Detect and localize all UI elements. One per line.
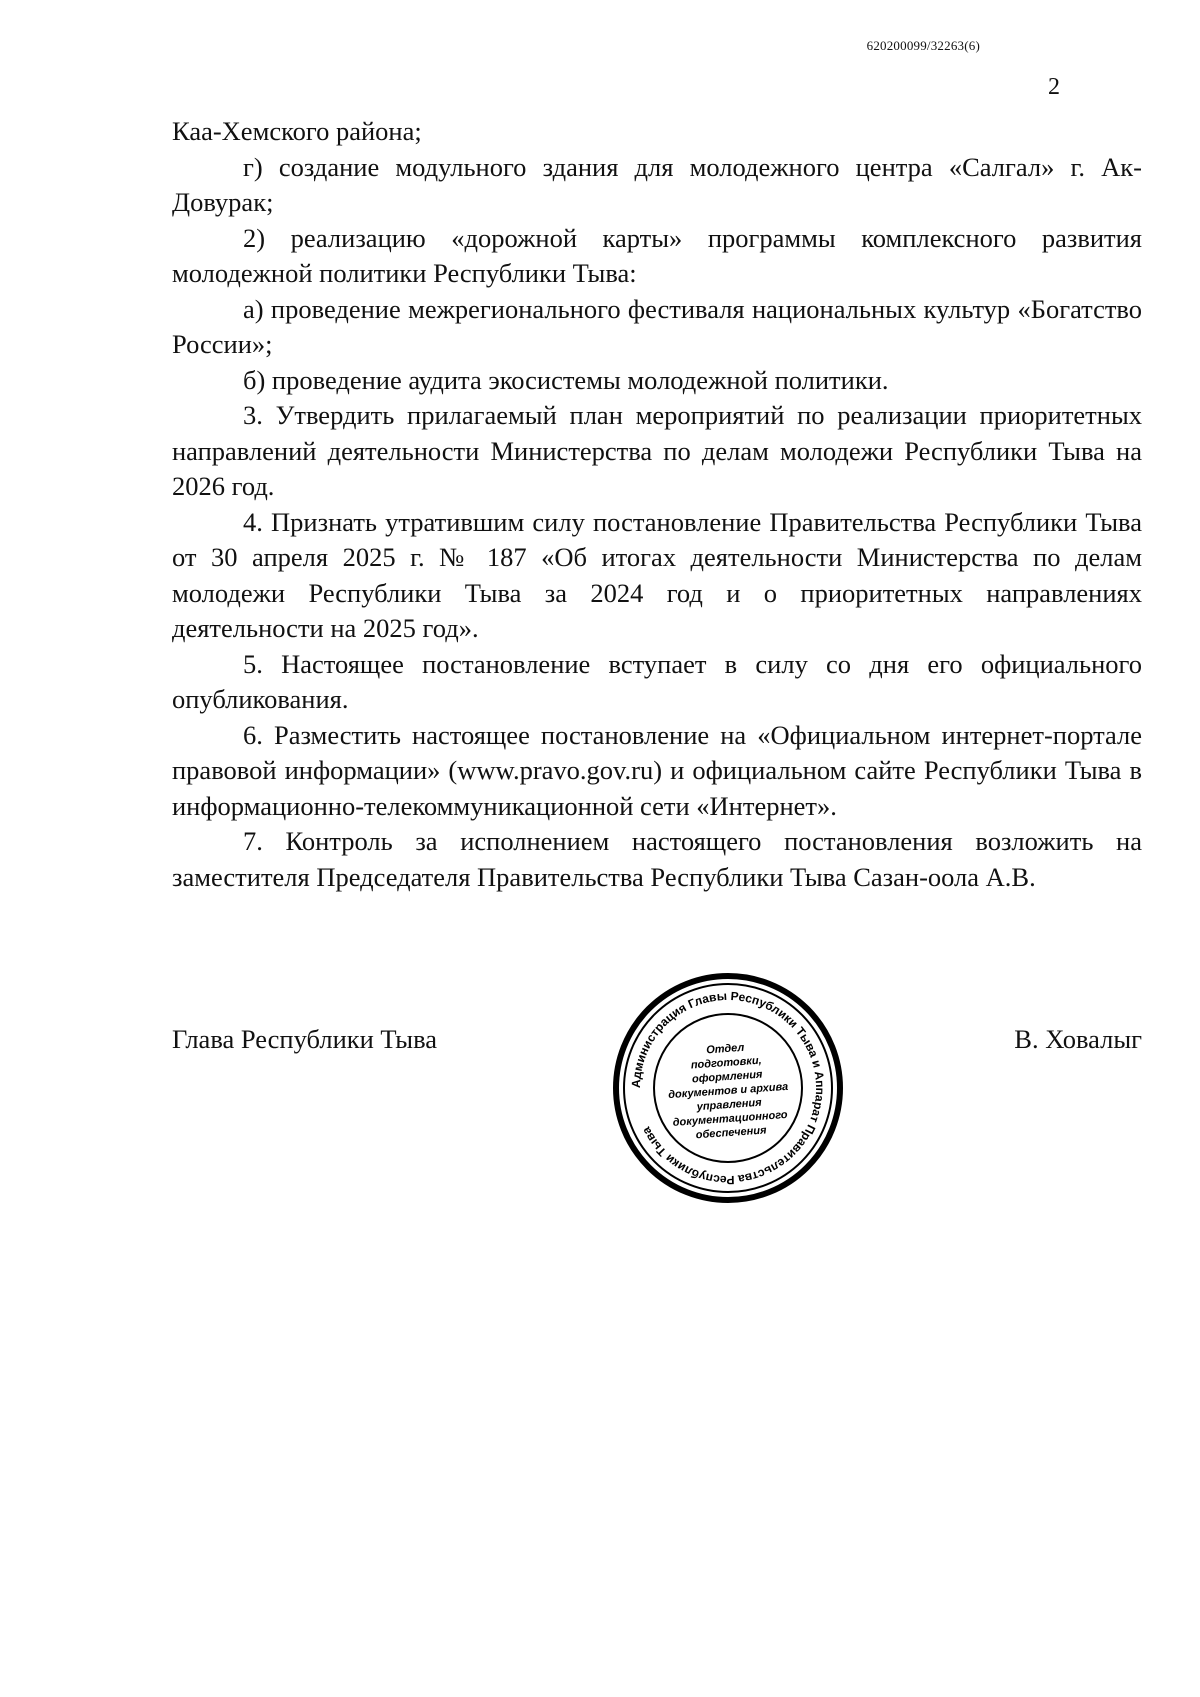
stamp-line: подготовки, xyxy=(690,1054,763,1072)
signatory-position: Глава Республики Тыва xyxy=(172,1024,438,1054)
stamp-line: Отдел xyxy=(705,1041,745,1057)
stamp-line: документов и архива xyxy=(667,1080,789,1102)
stamp-line: документационного xyxy=(672,1108,788,1129)
stamp-graphic xyxy=(612,972,844,1204)
page-number: 2 xyxy=(1048,74,1060,100)
paragraph: 2) реализацию «дорожной карты» программы комплексного развития молодежной политики Республики Тыва: xyxy=(172,222,1142,288)
document-body xyxy=(172,114,1142,895)
paragraph: 6. Разместить настоящее постановление на «Официальном интернет-портале правовой информации» (www.pravo.gov.ru) и официальном сайте Республики Тыва в информационно-телекоммуникационной сети «Интернет». xyxy=(172,719,1142,821)
stamp-ring-text: Администрация Главы Республики Тыва и Аппарат Правительства Республики Тыва xyxy=(628,988,828,1188)
stamp-center-text xyxy=(665,1039,791,1143)
signatory-name: В. Ховалыг xyxy=(1014,1024,1142,1054)
paragraph: а) проведение межрегионального фестиваля национальных культур «Богатство России»; xyxy=(172,293,1142,359)
paragraph: 3. Утвердить прилагаемый план мероприятий по реализации приоритетных направлений деятельности Министерства по делам молодежи Республики Тыва на 2026 год. xyxy=(172,400,1142,501)
document-id: 620200099/32263(6) xyxy=(866,38,980,53)
stamp-line: оформления xyxy=(691,1068,763,1086)
official-stamp xyxy=(612,972,844,1204)
paragraph: 5. Настоящее постановление вступает в силу со дня его официального опубликования. xyxy=(172,648,1142,714)
paragraph: Каа-Хемского района; xyxy=(172,116,422,146)
stamp-line: управления xyxy=(696,1096,763,1114)
paragraph: 4. Признать утратившим силу постановление Правительства Республики Тыва от 30 апреля 2025 г. № 187 «Об итогах деятельности Министерства по делам молодежи Республики Тыва за 2024 год и о приоритетных направлениях деятельности на 2025 год». xyxy=(172,506,1142,643)
stamp-line: обеспечения xyxy=(695,1124,767,1142)
paragraph: 7. Контроль за исполнением настоящего постановления возложить на заместителя Председателя Правительства Республики Тыва Сазан-оола А.В. xyxy=(172,826,1142,892)
paragraph: б) проведение аудита экосистемы молодежной политики. xyxy=(243,364,889,395)
paragraph: г) создание модульного здания для молодежного центра «Салгал» г. Ак-Довурак; xyxy=(172,151,1142,217)
